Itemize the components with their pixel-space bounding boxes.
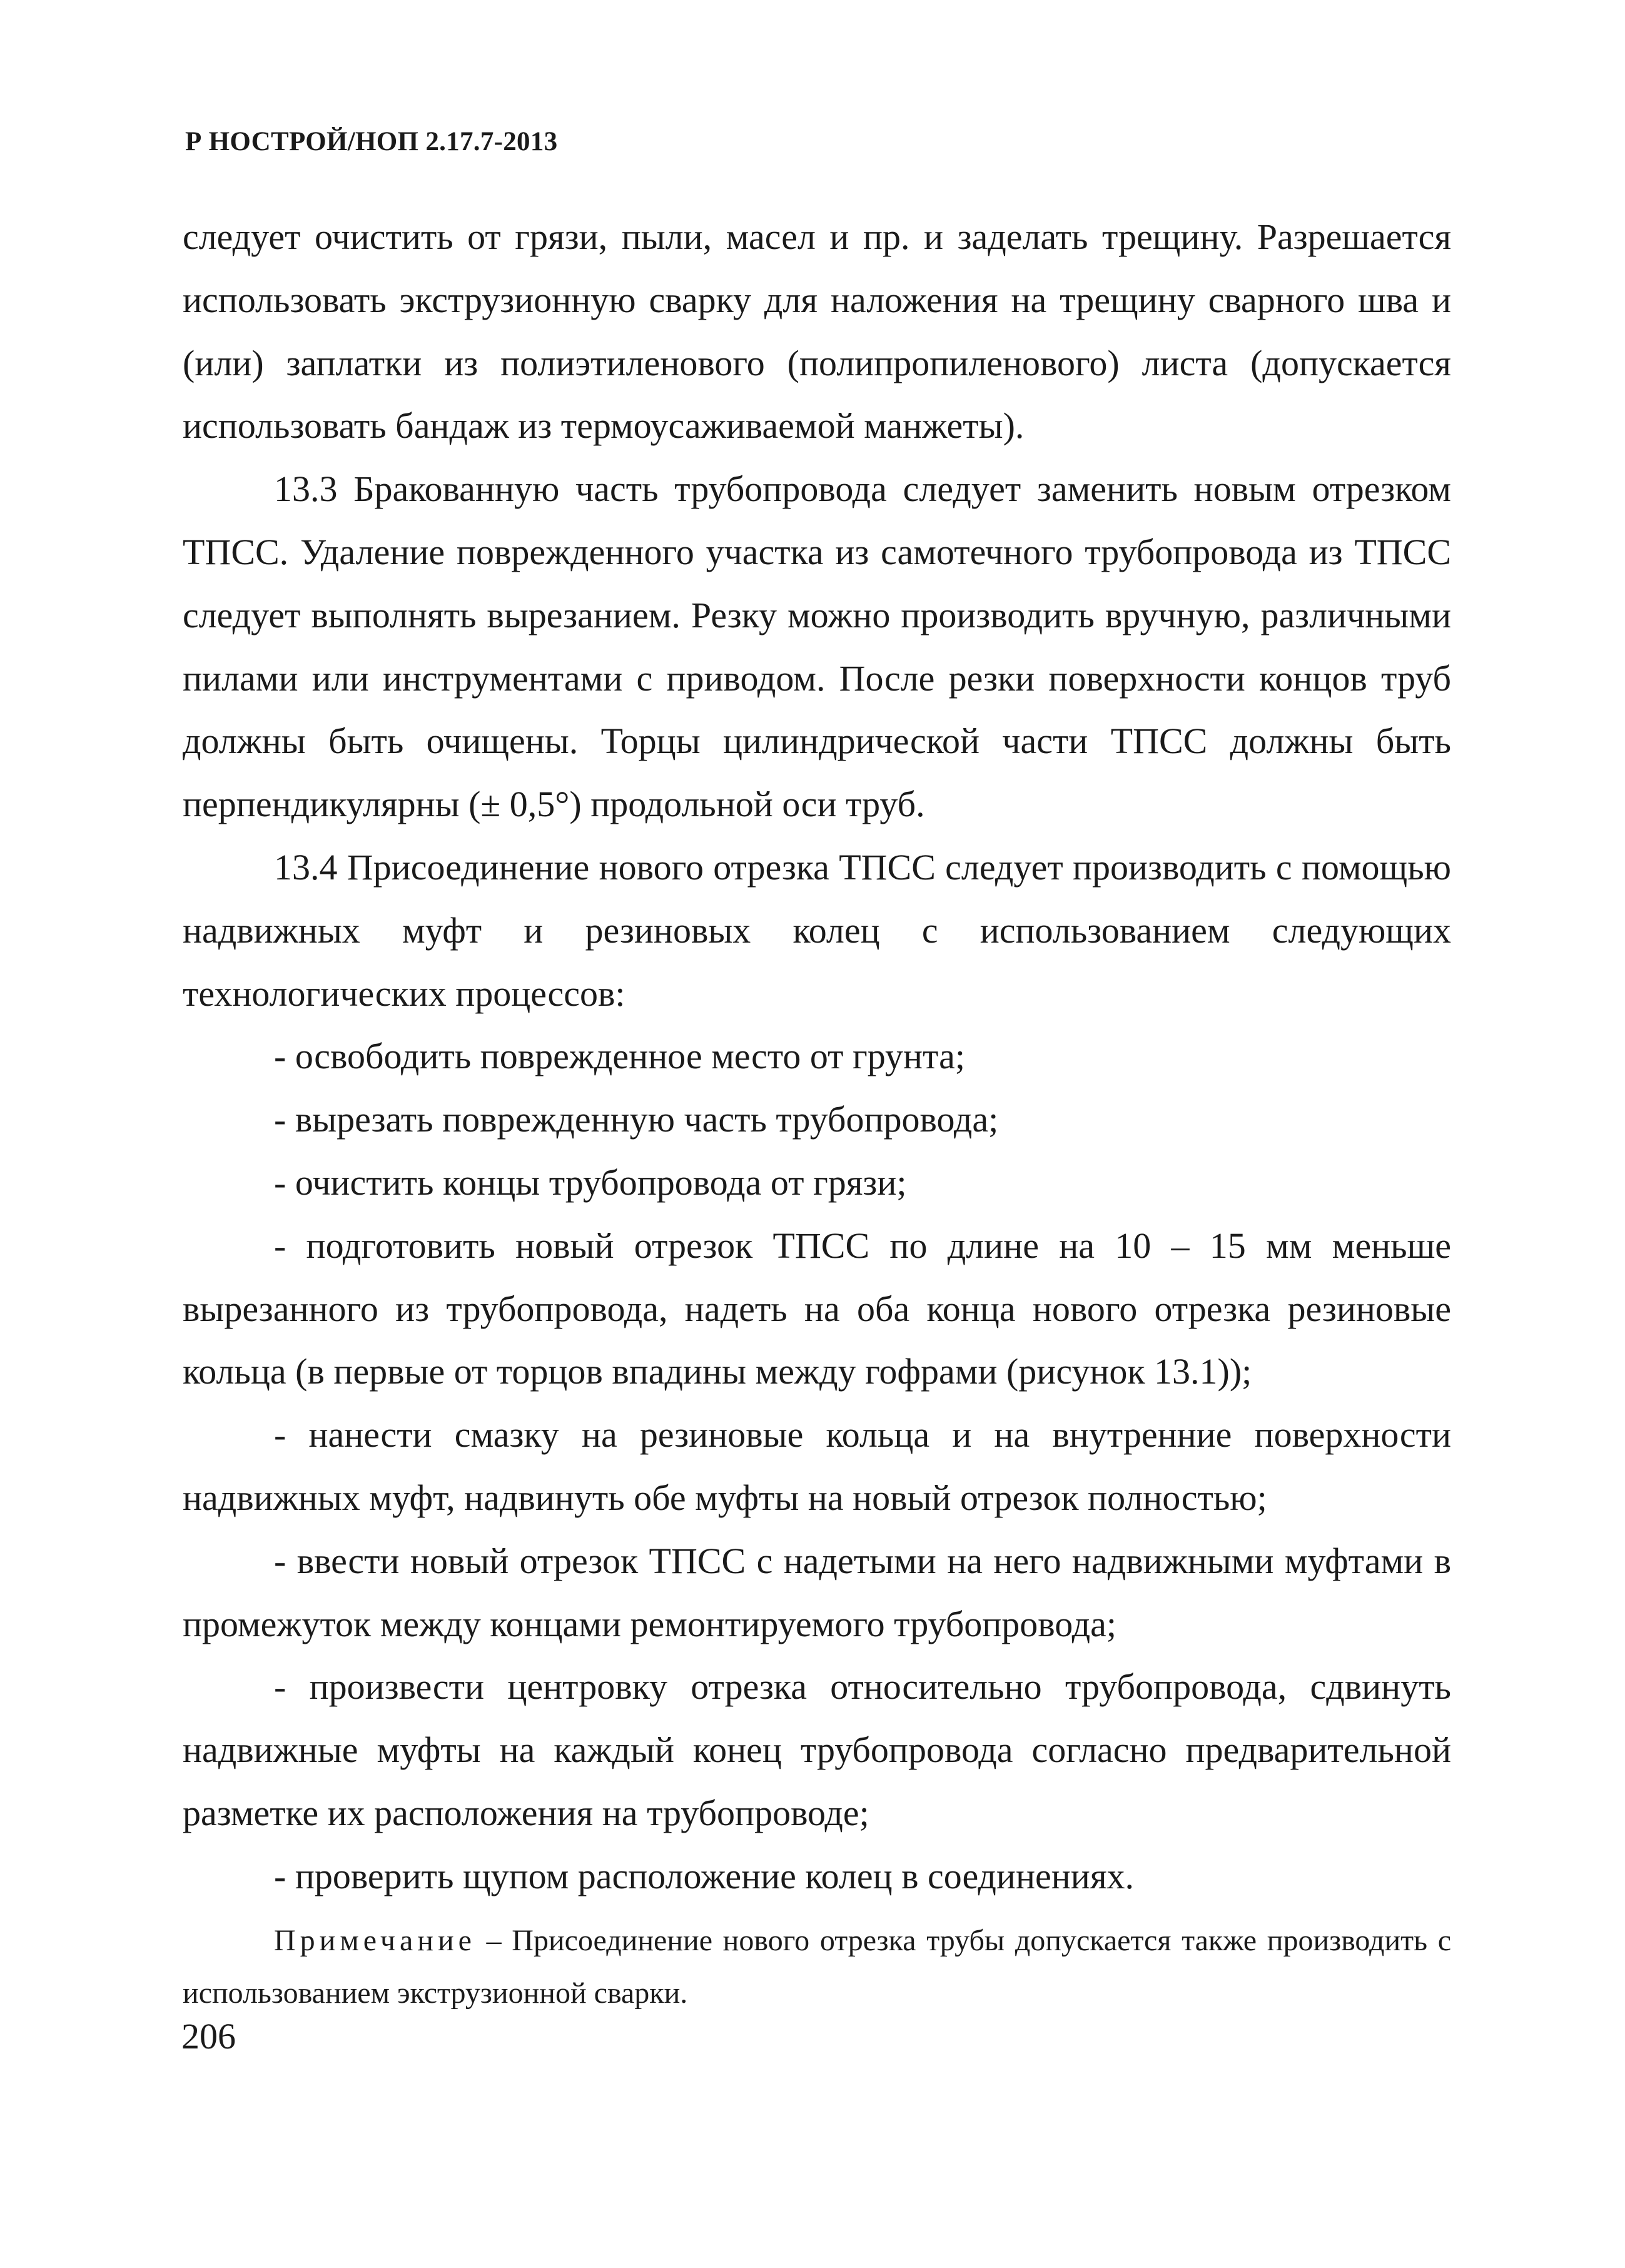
body-text	[183, 206, 1451, 2020]
list-item: - подготовить новый отрезок ТПСС по длине на 10 – 15 мм меньше вырезанного из трубопровода, надеть на оба конца нового отрезка резиновые кольца (в первые от торцов впадины между гофрами (рисунок 13.1));	[183, 1225, 1451, 1392]
page-number: 206	[181, 2016, 236, 2057]
paragraph-13-3: 13.3 Бракованную часть трубопровода следует заменить новым отрезком ТПСС. Удаление поврежденного участка из самотечного трубопровода из ТПСС следует выполнять вырезанием. Резку можно производить вручную, различными пилами или инструментами с приводом. После резки поверхности концов труб должны быть очищены. Торцы цилиндрической части ТПСС должны быть перпендикулярны (± 0,5°) продольной оси труб.	[183, 468, 1451, 825]
document-code-header: Р НОСТРОЙ/НОП 2.17.7-2013	[185, 127, 558, 156]
note-label: Примечание	[274, 1923, 476, 1957]
list-item: - очистить концы трубопровода от грязи;	[274, 1162, 907, 1203]
list-item: - нанести смазку на резиновые кольца и на внутренние поверхности надвижных муфт, надвинуть обе муфты на новый отрезок полностью;	[183, 1414, 1451, 1518]
paragraph-continuation: следует очистить от грязи, пыли, масел и пр. и заделать трещину. Разрешается использовать экструзионную сварку для наложения на трещину сварного шва и (или) заплатки из полиэтиленового (полипропиленового) листа (допускается использовать бандаж из термоусаживаемой манжеты).	[183, 216, 1451, 447]
list-item: - освободить поврежденное место от грунта;	[274, 1036, 965, 1077]
list-item: - произвести центровку отрезка относительно трубопровода, сдвинуть надвижные муфты на каждый конец трубопровода согласно предварительной разметке их расположения на трубопроводе;	[183, 1666, 1451, 1833]
paragraph-13-4: 13.4 Присоединение нового отрезка ТПСС следует производить с помощью надвижных муфт и резиновых колец с использованием следующих технологических процессов:	[183, 846, 1451, 1014]
list-item: - вырезать поврежденную часть трубопровода;	[274, 1099, 999, 1140]
list-item: - проверить щупом расположение колец в соединениях.	[274, 1855, 1135, 1896]
list-item: - ввести новый отрезок ТПСС с надетыми на него надвижными муфтами в промежуток между концами ремонтируемого трубопровода;	[183, 1540, 1451, 1644]
note	[183, 1915, 1451, 2020]
note-text: – Присоединение нового отрезка трубы допускается также производить с использованием экструзионной сварки.	[183, 1923, 1451, 2010]
